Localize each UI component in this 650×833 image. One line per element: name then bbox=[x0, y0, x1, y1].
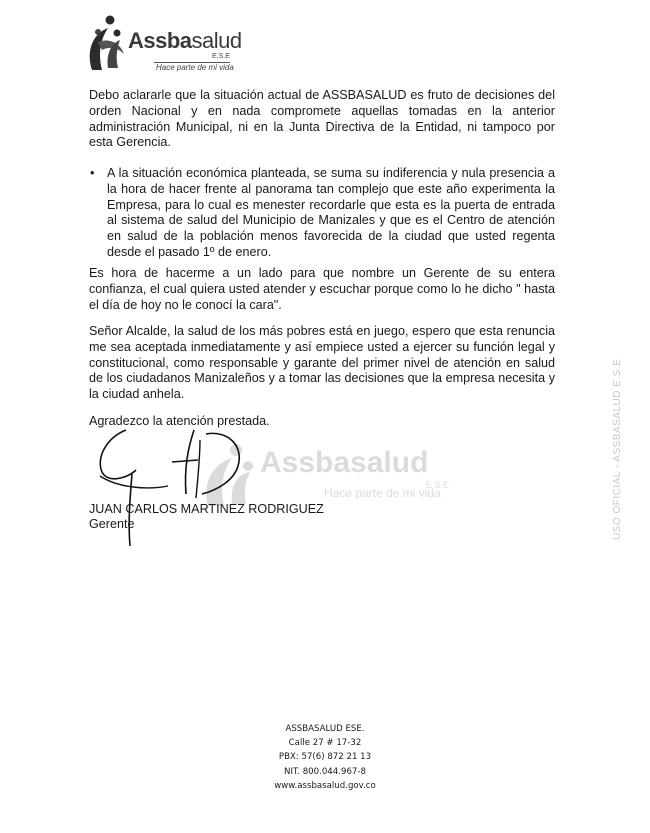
logo-ese: E.S.E bbox=[212, 53, 230, 60]
bullet-text: A la situación económica planteada, se suma su indiferencia y nula presencia a la hora de hacer frente al panorama tan complejo que este año experimenta la Empresa, para lo cual es menester recordarle que esta es la puerta de entrada al sistema de salud del Municipio de Manizales y que es el Centro de atención en salud de la población menos favorecida de la ciudad que usted regenta desde el pasado 1º de enero. bbox=[107, 166, 555, 259]
bullet-icon: • bbox=[90, 166, 95, 180]
signer-role: Gerente bbox=[89, 517, 135, 531]
people-emblem-icon bbox=[84, 12, 130, 72]
paragraph-appeal: Señor Alcalde, la salud de los más pobres está en juego, espero que esta renuncia me sea aceptada inmediatamente y así empiece usted a ejercer su función legal y constitucional, como responsable y garante del primer nivel de atención en salud de los ciudadanos Manizaleños y a tomar las decisiones que la empresa necesita y la ciudad anhela. bbox=[89, 324, 555, 402]
footer-phone: PBX: 57(6) 872 21 13 bbox=[278, 752, 372, 763]
footer-address: Calle 27 # 17-32 bbox=[288, 738, 362, 749]
paragraph-resignation: Es hora de hacerme a un lado para que nombre un Gerente de su entera confianza, el cual quiera usted atender y escuchar porque como lo he dicho " hasta el día de hoy no le conocí la cara". bbox=[89, 266, 555, 312]
watermark-wordmark: Assbasalud bbox=[260, 446, 429, 479]
signer-name: JUAN CARLOS MARTINEZ RODRIGUEZ bbox=[89, 502, 324, 516]
watermark-tagline: Hace parte de mi vida bbox=[324, 486, 441, 500]
footer-website[interactable]: www.assbasalud.gov.co bbox=[274, 780, 376, 791]
watermark-ese: E.S.E bbox=[426, 480, 450, 490]
logo-wordmark: Assbasalud bbox=[128, 28, 242, 53]
footer-company: ASSBASALUD ESE. bbox=[285, 724, 365, 734]
footer-contact bbox=[200, 722, 450, 793]
logo-tagline: Hace parte de mi vida bbox=[156, 63, 234, 72]
paragraph-situation: Debo aclararle que la situación actual de ASSBASALUD es fruto de decisiones del orden Nacional y en nada compromete aquellas tomadas en la anterior administración Municipal, ni en la Junta Directiva de la Entidad, ni tampoco por esta Gerencia. bbox=[89, 88, 555, 150]
closing-line: Agradezco la atención prestada. bbox=[89, 414, 270, 428]
official-use-stamp: USO OFICIAL - ASSBASALUD E.S.E bbox=[612, 358, 623, 540]
footer-nit: NIT. 800.044.967-8 bbox=[284, 766, 366, 777]
assbasalud-logo bbox=[84, 12, 244, 74]
